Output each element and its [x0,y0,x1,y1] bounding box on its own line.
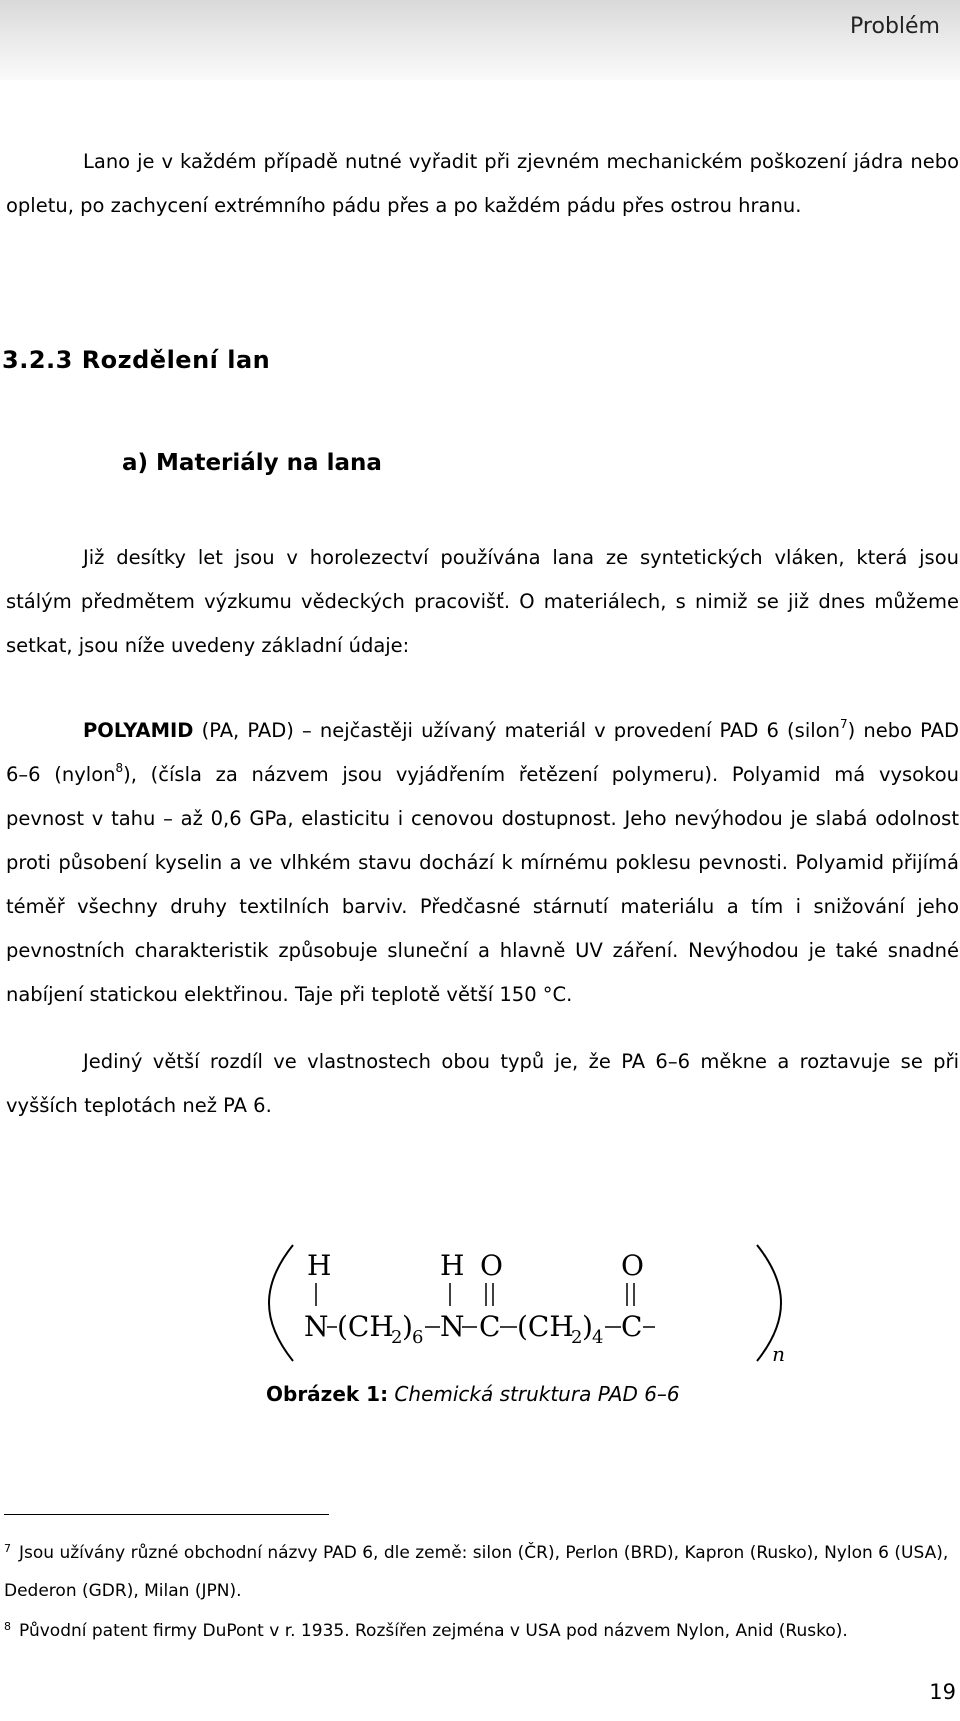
h-mid: H [440,1249,465,1282]
section-heading: 3.2.3 Rozdělení lan [2,346,271,374]
page-header [0,0,960,80]
polyamid-text-3: ), (čísla za názvem jsou vyjádřením řetězení polymeru). Polyamid má vysokou pevnost v tahu – až 0,6 GPa, elasticitu i cenovou dostupnost. Jeho nevýhodou je slabá odolnost proti působení kyselin a ve vlhkém stavu dochází k mírnému poklesu pevnosti. Polyamid přijímá téměř všechny druhy textilních barviv. Předčasné stárnutí materiálu a tím i snižování jeho pevnostních charakteristik způsobuje sluneční a hlavně UV záření. Nevýhodou je také snadné nabíjení statickou elektřinou. Taje při teplotě větší 150 °C. [6,763,960,1006]
formula-left-bracket [269,1245,293,1361]
footnote-text-7: Jsou užívány různé obchodní názvy PAD 6, dle země: silon (ČR), Perlon (BRD), Kapron (Rusko), Nylon 6 (USA), Dederon (GDR), Milan (JPN). [4,1543,949,1601]
intro-paragraph: Lano je v každém případě nutné vyřadit při zjevném mechanickém poškození jádra nebo opletu, po zachycení extrémního pádu přes a po každém pádu přes ostrou hranu. [6,150,959,217]
footnote-text-8: Původní patent firmy DuPont v r. 1935. Rozšířen zejména v USA pod názvem Nylon, Anid (Rusko). [19,1621,848,1641]
ch2-left: (CH [337,1310,394,1343]
sub-4: 4 [592,1327,604,1348]
header-title: Problém [850,14,940,39]
footnote-ref-7[interactable]: 7 [839,717,848,731]
h-left: H [307,1249,332,1282]
chemical-structure-formula [255,1203,795,1363]
page-number: 19 [929,1680,956,1704]
footnote-mark-8: 8 [4,1620,11,1633]
materials-paragraph: Již desítky let jsou v horolezectví používána lana ze syntetických vláken, která jsou stálým předmětem výzkumu vědeckých pracovišť. O materiálech, s nimiž se již dnes můžeme setkat, jsou níže uvedeny základní údaje: [6,546,959,657]
caption-label: Obrázek 1: [266,1382,389,1406]
difference-paragraph: Jediný větší rozdíl ve vlastnostech obou typů je, že PA 6–6 měkne a roztavuje se při vyšších teplotách než PA 6. [6,1050,959,1117]
polyamid-text-2: ) nebo PAD 6–6 (nylon [6,719,959,786]
c-mid: C [479,1310,501,1343]
paren-close-b: ) [582,1310,593,1343]
figure-caption [266,1382,680,1406]
polyamid-term: POLYAMID [83,719,194,742]
sub-2b: 2 [571,1327,583,1348]
c-right: C [621,1310,643,1343]
n-mid: N [440,1310,465,1343]
footnote-ref-8[interactable]: 8 [115,761,124,775]
o-mid: O [480,1249,503,1282]
footnote-8 [4,1612,959,1650]
footnote-7 [4,1534,959,1610]
sub-n: n [772,1342,785,1363]
footnote-separator [4,1514,329,1515]
paren-close-a: ) [402,1310,413,1343]
subsection-heading: a) Materiály na lana [122,450,382,476]
sub-6: 6 [412,1327,424,1348]
polyamid-paragraph [6,709,959,1017]
sub-2a: 2 [391,1327,403,1348]
ch2-right: (CH [517,1310,574,1343]
n-left: N [304,1310,329,1343]
caption-text: Chemická struktura PAD 6–6 [394,1382,680,1406]
polyamid-text-1: (PA, PAD) – nejčastěji užívaný materiál v provedení PAD 6 (silon [193,719,840,742]
footnote-mark-7: 7 [4,1542,11,1555]
o-right: O [621,1249,644,1282]
